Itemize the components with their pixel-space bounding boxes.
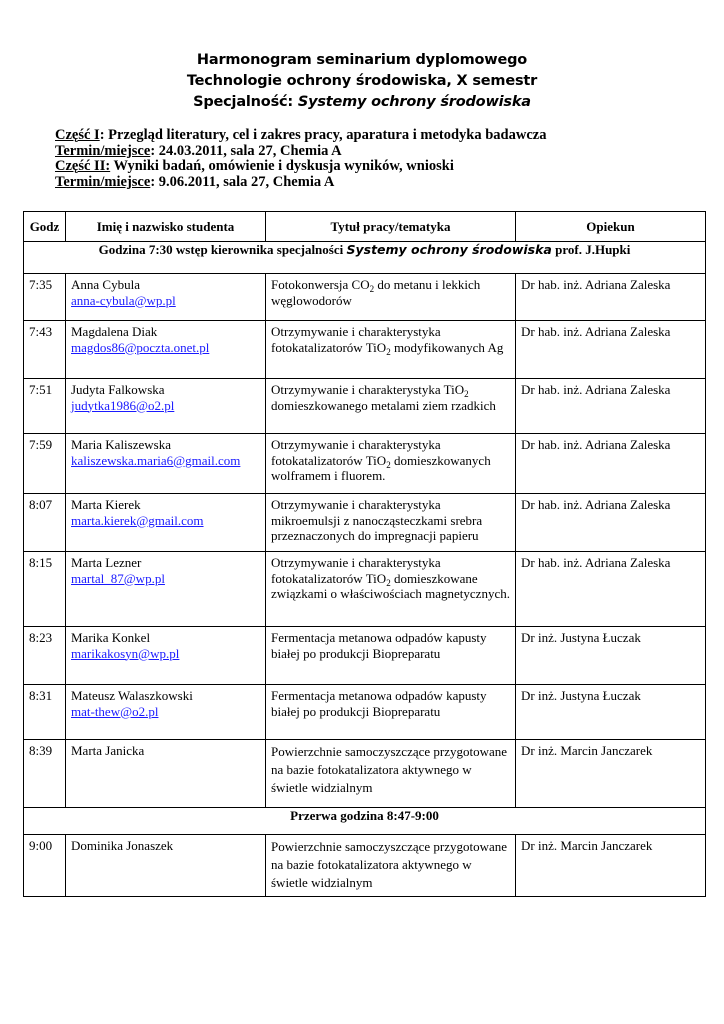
part-1-text: : Przegląd literatury, cel i zakres pracy, aparatura i metodyka badawcza (99, 127, 547, 143)
term-1-text: : 24.03.2011, sala 27, Chemia A (150, 142, 342, 159)
document-header (0, 50, 724, 113)
student-email-link[interactable]: mat-thew@o2.pl (71, 703, 159, 719)
row-time: 7:43 (29, 324, 53, 339)
thesis-title: Powierzchnie samoczyszczące przygotowane na bazie fotokatalizatora aktywnego w świetle widzialnym (271, 744, 508, 795)
row-time: 7:35 (29, 277, 53, 292)
student-email-link[interactable]: magdos86@poczta.onet.pl (71, 339, 210, 355)
table-row (24, 494, 706, 552)
supervisor: Dr inż. Justyna Łuczak (521, 688, 641, 703)
thesis-title: Fermentacja metanowa odpadów kapusty białej po produkcji Biopreparatu (271, 688, 487, 719)
thesis-title: Powierzchnie samoczyszczące przygotowane na bazie fotokatalizatora aktywnego w świetle widzialnym (271, 839, 508, 890)
supervisor: Dr inż. Justyna Łuczak (521, 630, 641, 645)
row-time: 8:39 (29, 743, 53, 758)
table-row (24, 740, 706, 808)
row-time: 8:07 (29, 497, 53, 512)
student-email-link[interactable]: judytka1986@o2.pl (71, 397, 175, 413)
part-2-text: Wyniki badań, omówienie i dyskusja wyników, wnioski (110, 158, 454, 174)
intro-cell (24, 242, 706, 274)
intro-suffix: prof. J.Hupki (551, 242, 631, 257)
student-name: Marta Lezner (71, 555, 142, 570)
row-time: 9:00 (29, 838, 53, 853)
thesis-title: Otrzymywanie i charakterystyka fotokatalizatorów TiO$_2$ domieszkowane związkami o właściwościach magnetycznych. (271, 555, 510, 601)
supervisor: Dr inż. Marcin Janczarek (521, 838, 653, 853)
specialty-name: Systemy ochrony środowiska (297, 94, 531, 110)
student-email-link[interactable]: kaliszewska.maria6@gmail.com (71, 452, 241, 468)
table-row (24, 434, 706, 494)
table-row (24, 379, 706, 434)
intro-specialty: Systemy ochrony środowiska (346, 242, 552, 257)
header-student: Imię i nazwisko studenta (66, 212, 266, 242)
thesis-title: Otrzymywanie i charakterystyka mikroemulsji z nanocząsteczkami srebra przeznaczonych do impregnacji papieru (271, 497, 483, 543)
student-name: Dominika Jonaszek (71, 838, 174, 853)
row-time: 7:51 (29, 382, 53, 397)
schedule-info (55, 128, 546, 190)
row-time: 8:15 (29, 555, 53, 570)
thesis-title: Fermentacja metanowa odpadów kapusty białej po produkcji Biopreparatu (271, 630, 487, 661)
schedule-table (23, 211, 706, 897)
header-title: Tytuł pracy/tematyka (266, 212, 516, 242)
intro-prefix: Godzina 7:30 wstęp kierownika specjalności (98, 242, 347, 257)
student-name: Mateusz Walaszkowski (71, 688, 193, 703)
specialty-prefix: Specjalność: (193, 94, 298, 110)
table-row (24, 685, 706, 740)
student-name: Judyta Falkowska (71, 382, 165, 397)
row-time: 7:59 (29, 437, 53, 452)
header-supervisor: Opiekun (516, 212, 706, 242)
supervisor: Dr hab. inż. Adriana Zaleska (521, 555, 671, 570)
part-1-label: Część I (55, 127, 100, 143)
student-email-link[interactable]: martal_87@wp.pl (71, 570, 165, 586)
thesis-title: Otrzymywanie i charakterystyka fotokatalizatorów TiO$_2$ domieszkowanych wolframem i fluorem. (271, 437, 491, 483)
term-1-label: Termin/miejsce (55, 142, 151, 159)
header-time: Godz (24, 212, 66, 242)
thesis-title: Otrzymywanie i charakterystyka fotokatalizatorów TiO$_2$ modyfikowanych Ag (271, 324, 504, 357)
part-1-line (55, 128, 546, 144)
student-name: Marta Janicka (71, 743, 145, 758)
student-name: Magdalena Diak (71, 324, 158, 339)
term-2-label: Termin/miejsce (55, 173, 151, 190)
student-name: Marta Kierek (71, 497, 141, 512)
student-name: Maria Kaliszewska (71, 437, 171, 452)
part-2-label: Część II: (55, 158, 111, 174)
table-row (24, 274, 706, 321)
table-header-row (24, 212, 706, 242)
part-2-line (55, 159, 546, 175)
term-2-line (55, 175, 546, 191)
student-name: Marika Konkel (71, 630, 151, 645)
break-cell: Przerwa godzina 8:47-9:00 (24, 808, 706, 835)
header-line-1: Harmonogram seminarium dyplomowego (196, 52, 528, 68)
supervisor: Dr hab. inż. Adriana Zaleska (521, 382, 671, 397)
supervisor: Dr hab. inż. Adriana Zaleska (521, 497, 671, 512)
supervisor: Dr hab. inż. Adriana Zaleska (521, 277, 671, 292)
supervisor: Dr hab. inż. Adriana Zaleska (521, 324, 671, 339)
term-1-line (55, 144, 546, 160)
student-email-link[interactable]: anna-cybula@wp.pl (71, 292, 176, 308)
thesis-title: Otrzymywanie i charakterystyka TiO$_2$ domieszkowanego metalami ziem rzadkich (271, 382, 496, 413)
student-email-link[interactable]: marikakosyn@wp.pl (71, 645, 180, 661)
break-row (24, 808, 706, 835)
student-email-link[interactable]: marta.kierek@gmail.com (71, 512, 204, 528)
table-row (24, 627, 706, 685)
table-row (24, 321, 706, 379)
intro-row (24, 242, 706, 274)
supervisor: Dr inż. Marcin Janczarek (521, 743, 653, 758)
student-name: Anna Cybula (71, 277, 140, 292)
thesis-title: Fotokonwersja $CO_2$ do metanu i lekkich węglowodorów (271, 277, 481, 308)
term-2-text: : 9.06.2011, sala 27, Chemia A (150, 173, 335, 190)
header-line-3 (0, 92, 724, 113)
supervisor: Dr hab. inż. Adriana Zaleska (521, 437, 671, 452)
row-time: 8:31 (29, 688, 53, 703)
header-line-2: Technologie ochrony środowiska, X semestr (186, 73, 538, 89)
table-row (24, 835, 706, 897)
table-row (24, 552, 706, 627)
row-time: 8:23 (29, 630, 53, 645)
